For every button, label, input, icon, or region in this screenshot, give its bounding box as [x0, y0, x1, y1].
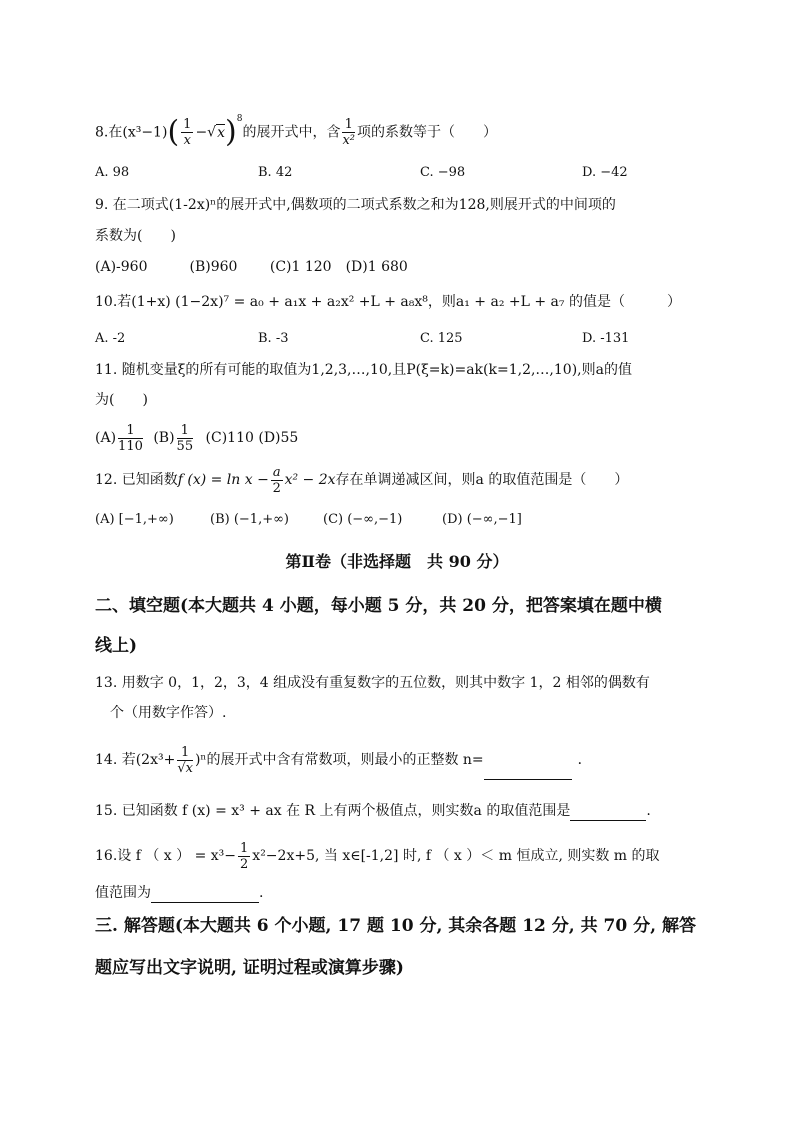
q15-answer-blank[interactable] [570, 802, 646, 821]
q10-option-b: B. -3 [258, 331, 289, 346]
q8-option-b: B. 42 [258, 165, 293, 180]
q14-fraction: $\frac{1}{√x}$ [177, 744, 193, 776]
part-2-title: 第Ⅱ卷（非选择题 共 90 分） [285, 552, 509, 571]
q11-option-b-fraction: $\frac{1}{55}$ [176, 422, 194, 454]
q13-line2: 个（用数字作答）. [110, 705, 227, 721]
q8-option-d: D. −42 [582, 165, 628, 180]
section-2-heading-line2: 线上) [95, 636, 138, 656]
q12-option-d: (D) (−∞,−1] [442, 512, 522, 527]
q14-answer-blank[interactable] [484, 759, 572, 780]
q16-answer-blank[interactable] [151, 884, 259, 903]
q12-option-a: (A) [−1,+∞) [95, 512, 174, 527]
q8-option-a: A. 98 [95, 165, 130, 180]
q8-option-c: C. −98 [420, 165, 466, 180]
section-3-heading-line2: 题应写出文字说明, 证明过程或演算步骤) [95, 958, 404, 978]
q8-right-paren: ) [225, 114, 237, 150]
q9-options: (A)-960 (B)960 (C)1 120 (D)1 680 [95, 259, 408, 275]
q8-lead: 8.在 [95, 124, 123, 141]
q10-option-d: D. -131 [582, 331, 630, 346]
q11-option-a-fraction: $\frac{1}{110}$ [118, 422, 143, 454]
question-15: 15. 已知函数 f (x) = x³ + ax 在 R 上有两个极值点，则实数a 的取值范围是 . [95, 803, 651, 819]
q11-line2: 为( ) [95, 392, 148, 408]
question-10: 10.若(1+x) (1−2x)⁷ = a₀ + a₁x + a₂x² +L + a₈x⁸，则a₁ + a₂ +L + a₇ 的值是（ ） [95, 294, 681, 310]
question-8: 8.在(x³−1)( $\frac{1}{x}$ −√x)$^8$的展开式中，含 $\frac{1}{\text{x²}}$ 项的系数等于（ ） [95, 114, 497, 150]
q16-line2: 值范围为 . [95, 885, 264, 901]
question-12: 12. 已知函数f (x) = ln x − $\frac{a}{2}$ x² − 2x存在单调递减区间，则a 的取值范围是（ ） [95, 464, 629, 496]
q8-left-paren: ( [167, 114, 180, 150]
q12-fraction: $\frac{a}{2}$ [272, 464, 281, 496]
q11-options: (A) $\frac{1}{110}$ (B) $\frac{1}{55}$ (C)110 (D)55 [95, 422, 299, 454]
q11-line1: 11. 随机变量ξ的所有可能的取值为1,2,3,…,10,且P(ξ=k)=ak(k=1,2,…,10),则a的值 [95, 362, 632, 378]
q12-option-b: (B) (−1,+∞) [210, 512, 289, 527]
q8-fraction: $\frac{1}{x}$ [183, 117, 192, 149]
section-2-heading-line1: 二、填空题(本大题共 4 小题，每小题 5 分，共 20 分，把答案填在题中横 [95, 596, 662, 616]
q16-fraction: $\frac{1}{2}$ [240, 840, 249, 872]
q8-root: x [217, 124, 225, 141]
q8-factor: (x³−1) [122, 124, 168, 141]
q10-option-c: C. 125 [420, 331, 463, 346]
q8-term-fraction: $\frac{1}{\text{x²}}$ [342, 117, 355, 149]
q10-option-a: A. -2 [95, 331, 126, 346]
question-16: 16.设 f （ x ） = x³− $\frac{1}{2}$ x²−2x+5, 当 x∈[-1,2] 时, f （ x ）＜ m 恒成立, 则实数 m 的取 [95, 840, 660, 872]
q12-option-c: (C) (−∞,−1) [323, 512, 403, 527]
q9-line1: 9. 在二项式(1-2x)ⁿ的展开式中,偶数项的二项式系数之和为128,则展开式的中间项的 [95, 197, 616, 213]
q8-exponent: 8 [236, 114, 243, 124]
q13-line1: 13. 用数字 0，1，2，3，4 组成没有重复数字的五位数，则其中数字 1，2 相邻的偶数有 [95, 675, 650, 691]
section-3-heading-line1: 三. 解答题(本大题共 6 个小题, 17 题 10 分, 其余各题 12 分, 共 70 分, 解答 [95, 916, 696, 936]
question-14: 14. 若(2x³+ $\frac{1}{√x}$ )ⁿ的展开式中含有常数项，则最小的正整数 n= ． [95, 740, 592, 780]
q9-line2: 系数为( ) [95, 228, 176, 244]
